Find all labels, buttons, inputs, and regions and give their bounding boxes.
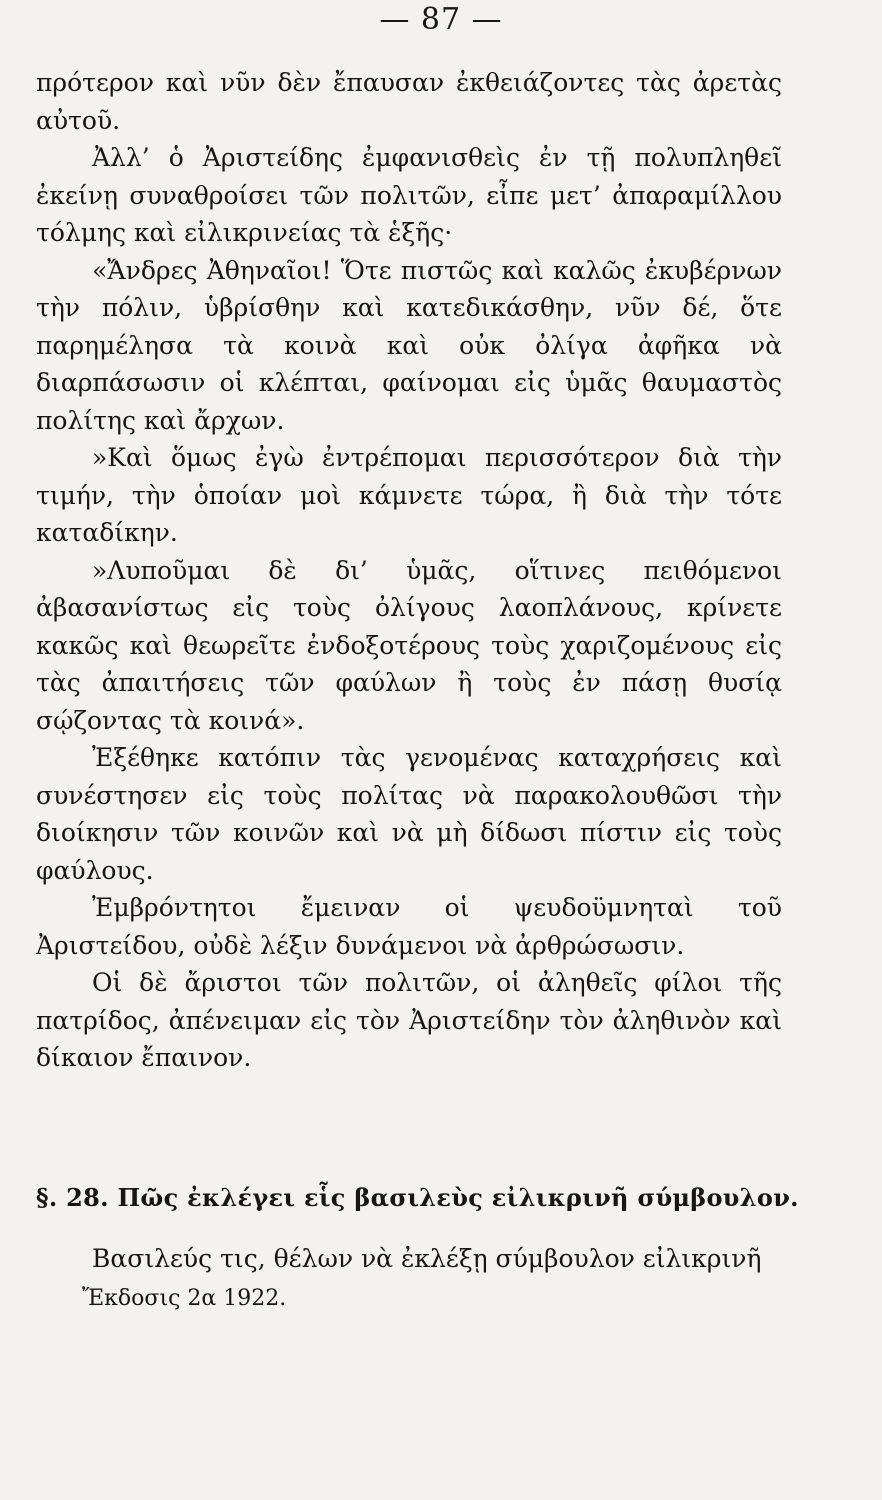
paragraph-4: »Καὶ ὅμως ἐγὼ ἐντρέπομαι περισσότερον διὰ τὴν τιμήν, τὴν ὁποίαν μοὶ κάμνετε τώρα, ἢ διὰ τὴν τότε καταδίκην.: [36, 443, 782, 547]
paragraph-6: Ἐξέθηκε κατόπιν τὰς γενομένας καταχρήσεις καὶ συνέστησεν εἰς τοὺς πολίτας νὰ παρακολουθῶσι τὴν διοίκησιν τῶν κοινῶν καὶ νὰ μὴ δίδωσι πίστιν εἰς τοὺς φαύλους.: [36, 743, 782, 885]
paragraph-2: Ἀλλ’ ὁ Ἀριστείδης ἐμφανισθεὶς ἐν τῇ πολυπληθεῖ ἐκείνῃ συναθροίσει τῶν πολιτῶν, εἶπε μετ’ ἀπαραμίλλου τόλμης καὶ εἰλικρινείας τὰ ἑξῆς·: [36, 143, 782, 247]
page-number: — 87 —: [379, 2, 503, 37]
section-heading: §. 28. Πῶς ἐκλέγει εἷς βασιλεὺς εἰλικρινῆ σύμβουλον.: [36, 1183, 799, 1212]
body-text: [36, 64, 782, 1077]
paragraph-3: «Ἄνδρες Ἀθηναῖοι! Ὅτε πιστῶς καὶ καλῶς ἐκυβέρνων τὴν πόλιν, ὑβρίσθην καὶ κατεδικάσθην, νῦν δέ, ὅτε παρημέλησα τὰ κοινὰ καὶ οὐκ ὀλίγα ἀφῆκα νὰ διαρπάσωσιν οἱ κλέπται, φαίνομαι εἰς ὑμᾶς θαυμαστὸς πολίτης καὶ ἄρχων.: [36, 255, 782, 435]
paragraph-7: Ἐμβρόντητοι ἔμειναν οἱ ψευδοϋμνηταὶ τοῦ Ἀριστείδου, οὐδὲ λέξιν δυνάμενοι νὰ ἀρθρώσωσιν.: [36, 893, 782, 960]
paragraph-1: πρότερον καὶ νῦν δὲν ἔπαυσαν ἐκθειάζοντες τὰς ἀρετὰς αὐτοῦ.: [36, 68, 782, 135]
paragraph-5: »Λυποῦμαι δὲ δι’ ὑμᾶς, οἵτινες πειθόμενοι ἀβασανίστως εἰς τοὺς ὀλίγους λαοπλάνους, κρίνετε κακῶς καὶ θεωρεῖτε ἐνδοξοτέρους τοὺς χαριζομένους εἰς τὰς ἀπαιτήσεις τῶν φαύλων ἢ τοὺς ἐν πάσῃ θυσίᾳ σῴζοντας τὰ κοινά».: [36, 555, 782, 735]
edition-note: Ἔκδοσις 2α 1922.: [82, 1286, 287, 1311]
section-first-line: Βασιλεύς τις, θέλων νὰ ἐκλέξῃ σύμβουλον εἰλικρινῆ: [92, 1244, 762, 1273]
paragraph-8: Οἱ δὲ ἄριστοι τῶν πολιτῶν, οἱ ἀληθεῖς φίλοι τῆς πατρίδος, ἀπένειμαν εἰς τὸν Ἀριστείδην τὸν ἀληθινὸν καὶ δίκαιον ἔπαινον.: [36, 968, 782, 1072]
